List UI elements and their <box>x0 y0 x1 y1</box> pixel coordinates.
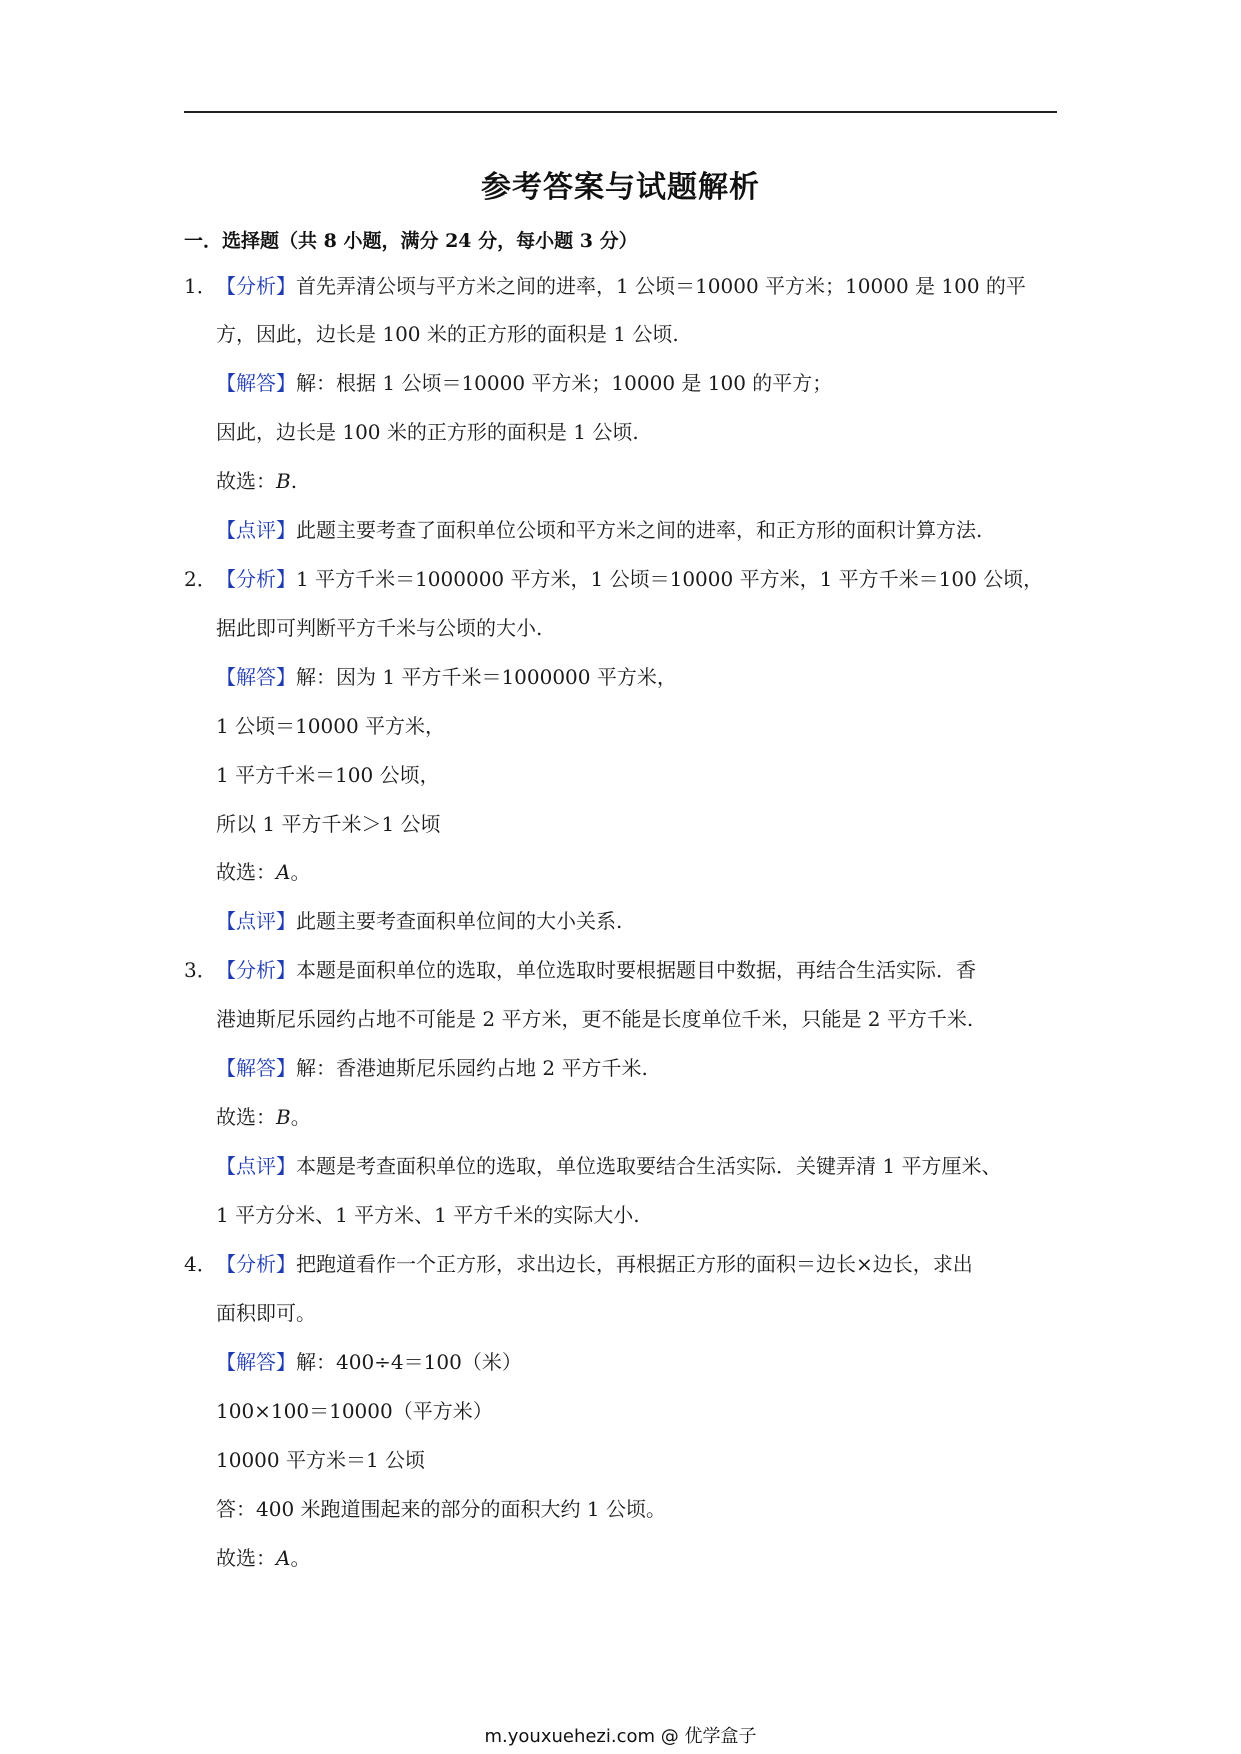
q1-answer-text-1: 解：根据 1 公顷＝10000 平方米；10000 是 100 的平方； <box>296 371 833 395</box>
answer-tag: 【解答】 <box>216 371 296 395</box>
choice-prefix: 故选： <box>216 860 276 884</box>
q2-answer-line-1 <box>216 663 677 691</box>
answer-tag: 【解答】 <box>216 1056 296 1080</box>
choice-prefix: 故选： <box>216 469 276 493</box>
choice-suffix: 。 <box>290 1546 311 1570</box>
q3-choice <box>216 1103 311 1131</box>
q1-answer-line-1 <box>216 369 832 397</box>
q3-review-line-2: 1 平方分米、1 平方米、1 平方千米的实际大小. <box>216 1203 640 1227</box>
q1-answer-line-2: 因此，边长是 100 米的正方形的面积是 1 公顷. <box>216 420 639 444</box>
q4-number: 4． <box>184 1252 217 1276</box>
page-title: 参考答案与试题解析 <box>481 170 760 205</box>
q2-number: 2． <box>184 567 217 591</box>
q1-review <box>216 516 982 544</box>
analysis-tag: 【分析】 <box>216 567 296 591</box>
choice-prefix: 故选： <box>216 1105 276 1129</box>
q4-analysis-line-2: 面积即可。 <box>216 1301 316 1325</box>
review-tag: 【点评】 <box>216 909 296 933</box>
q1-analysis-line-2: 方，因此，边长是 100 米的正方形的面积是 1 公顷. <box>216 322 679 346</box>
q2-answer-line-3: 1 平方千米＝100 公顷， <box>216 763 440 787</box>
q1-choice <box>216 467 297 495</box>
choice-letter: B <box>276 1105 291 1129</box>
choice-letter: A <box>276 1546 291 1570</box>
q3-answer-line-1 <box>216 1054 648 1082</box>
q3-number: 3． <box>184 958 217 982</box>
analysis-tag: 【分析】 <box>216 274 296 298</box>
q2-answer-text-1: 解：因为 1 平方千米＝1000000 平方米， <box>296 665 677 689</box>
q2-review-text: 此题主要考查面积单位间的大小关系. <box>296 909 623 933</box>
q4-answer-line-4: 答：400 米跑道围起来的部分的面积大约 1 公顷。 <box>216 1497 666 1521</box>
section-heading: 一．选择题（共 8 小题，满分 24 分，每小题 3 分） <box>184 230 638 252</box>
q3-analysis-line-2: 港迪斯尼乐园约占地不可能是 2 平方米，更不能是长度单位千米，只能是 2 平方千米. <box>216 1007 974 1031</box>
review-tag: 【点评】 <box>216 1154 296 1178</box>
q2-analysis-line-2: 据此即可判断平方千米与公顷的大小. <box>216 616 543 640</box>
q1-analysis-text-1: 首先弄清公顷与平方米之间的进率，1 公顷＝10000 平方米；10000 是 100 的平 <box>296 274 1026 298</box>
answer-tag: 【解答】 <box>216 665 296 689</box>
q2-analysis-text-1: 1 平方千米＝1000000 平方米，1 公顷＝10000 平方米，1 平方千米＝100 公顷， <box>296 567 1044 591</box>
q2-review <box>216 907 622 935</box>
q4-choice <box>216 1544 310 1572</box>
q3-review-line-1 <box>216 1152 1001 1180</box>
choice-suffix: 。 <box>290 860 311 884</box>
analysis-tag: 【分析】 <box>216 958 296 982</box>
q3-review-text-1: 本题是考查面积单位的选取，单位选取要结合生活实际．关键弄清 1 平方厘米、 <box>296 1154 1002 1178</box>
q1-analysis-line-1 <box>216 272 1026 300</box>
q4-answer-line-3: 10000 平方米＝1 公顷 <box>216 1448 426 1472</box>
q4-analysis-line-1 <box>216 1250 973 1278</box>
q1-review-text: 此题主要考查了面积单位公顷和平方米之间的进率，和正方形的面积计算方法. <box>296 518 983 542</box>
footer-watermark[interactable]: m.youxuehezi.com @ 优学盒子 <box>484 1726 757 1747</box>
answer-tag: 【解答】 <box>216 1350 296 1374</box>
q4-answer-text-1: 解：400÷4＝100（米） <box>296 1350 522 1374</box>
q2-choice <box>216 858 310 886</box>
q2-answer-line-2: 1 公顷＝10000 平方米， <box>216 714 446 738</box>
choice-letter: A <box>276 860 291 884</box>
q3-analysis-line-1 <box>216 956 976 984</box>
q2-analysis-line-1 <box>216 565 1043 593</box>
q2-answer-line-4: 所以 1 平方千米＞1 公顷 <box>216 812 441 836</box>
choice-suffix: 。 <box>290 1105 311 1129</box>
q4-answer-line-1 <box>216 1348 522 1376</box>
q3-analysis-text-1: 本题是面积单位的选取，单位选取时要根据题目中数据，再结合生活实际．香 <box>296 958 976 982</box>
analysis-tag: 【分析】 <box>216 1252 296 1276</box>
header-rule <box>184 111 1057 113</box>
choice-letter: B <box>276 469 291 493</box>
review-tag: 【点评】 <box>216 518 296 542</box>
choice-suffix: . <box>290 469 298 493</box>
q4-analysis-text-1: 把跑道看作一个正方形，求出边长，再根据正方形的面积＝边长×边长，求出 <box>296 1252 973 1276</box>
q4-answer-line-2: 100×100＝10000（平方米） <box>216 1399 493 1423</box>
choice-prefix: 故选： <box>216 1546 276 1570</box>
q3-answer-text-1: 解：香港迪斯尼乐园约占地 2 平方千米. <box>296 1056 648 1080</box>
q1-number: 1． <box>184 274 217 298</box>
